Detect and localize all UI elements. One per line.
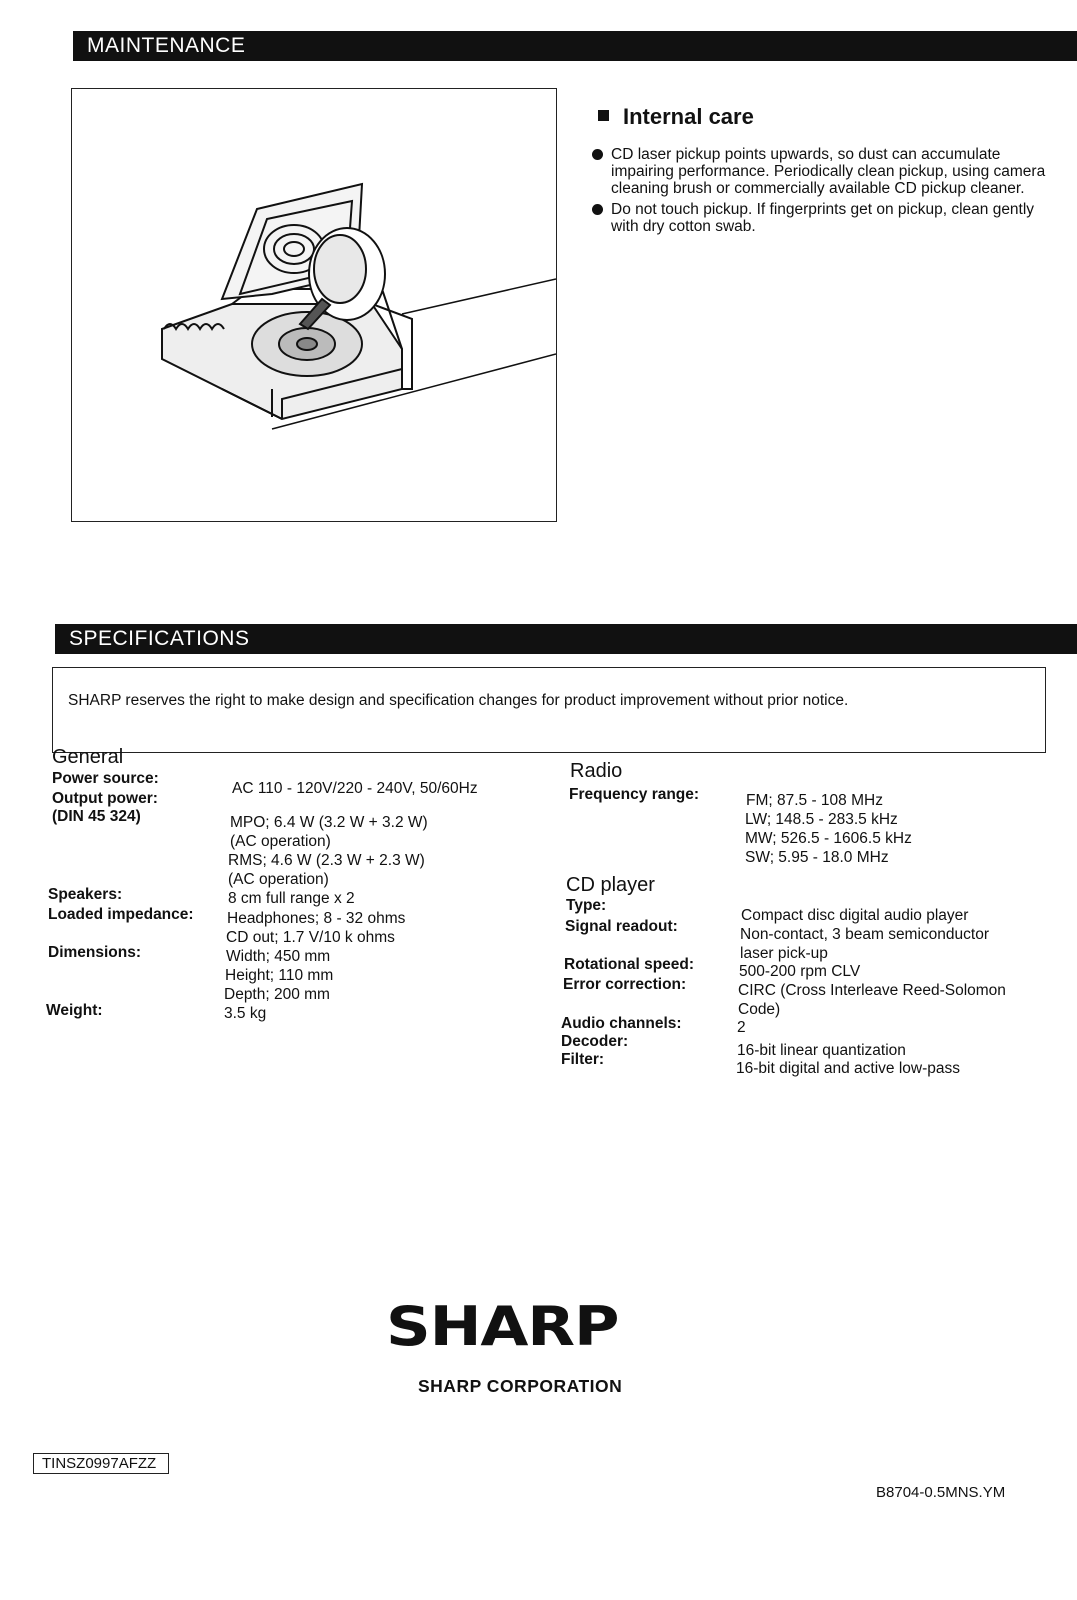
- internal-care-list: [592, 146, 1062, 239]
- value-filter: 16-bit digital and active low-pass: [736, 1060, 961, 1077]
- value-width: Width; 450 mm: [226, 948, 331, 965]
- cd-pickup-illustration: [71, 88, 557, 522]
- specifications-header: SPECIFICATIONS: [55, 624, 1077, 654]
- label-speakers: Speakers:: [48, 886, 123, 903]
- cd-pickup-cleaning-icon: [72, 89, 556, 521]
- value-type: Compact disc digital audio player: [741, 907, 969, 924]
- value-signal-1: Non-contact, 3 beam semiconductor: [740, 926, 989, 943]
- label-decoder: Decoder:: [561, 1033, 629, 1050]
- label-loaded-impedance: Loaded impedance:: [48, 906, 194, 923]
- value-lw: LW; 148.5 - 283.5 kHz: [745, 811, 898, 828]
- value-rms-note: (AC operation): [228, 871, 329, 888]
- list-item: Do not touch pickup. If fingerprints get on pickup, clean gently with dry cotton swab.: [592, 201, 1062, 235]
- label-signal-readout: Signal readout:: [565, 918, 678, 935]
- bullet-icon: [592, 149, 603, 160]
- value-speakers: 8 cm full range x 2: [228, 890, 355, 907]
- value-error-2: Code): [738, 1001, 781, 1018]
- list-item: CD laser pickup points upwards, so dust can accumulate impairing performance. Periodically clean pickup, using camera cleaning brush or commercially available CD pickup cleaner.: [592, 146, 1062, 197]
- value-mw: MW; 526.5 - 1606.5 kHz: [745, 830, 912, 847]
- corporation-name: SHARP CORPORATION: [418, 1376, 623, 1396]
- sharp-logo: SHARP: [386, 1295, 619, 1358]
- label-rotational-speed: Rotational speed:: [564, 956, 695, 973]
- value-weight: 3.5 kg: [224, 1005, 267, 1022]
- label-audio-channels: Audio channels:: [561, 1015, 682, 1032]
- value-speed: 500-200 rpm CLV: [739, 963, 861, 980]
- value-error-1: CIRC (Cross Interleave Reed-Solomon: [738, 982, 1006, 999]
- label-output-power: Output power:: [52, 790, 158, 807]
- value-channels: 2: [737, 1019, 746, 1036]
- value-mpo-note: (AC operation): [230, 833, 331, 850]
- value-signal-2: laser pick-up: [740, 945, 828, 962]
- label-din: (DIN 45 324): [52, 808, 141, 825]
- notice-box: [52, 667, 1046, 753]
- maintenance-header: MAINTENANCE: [73, 31, 1077, 61]
- notice-text: SHARP reserves the right to make design and specification changes for product improvement without prior notice.: [68, 692, 849, 709]
- internal-care-title: Internal care: [598, 104, 754, 130]
- label-power-source: Power source:: [52, 770, 159, 787]
- label-weight: Weight:: [46, 1002, 103, 1019]
- value-headphones: Headphones; 8 - 32 ohms: [227, 910, 406, 927]
- value-mpo: MPO; 6.4 W (3.2 W + 3.2 W): [230, 814, 428, 831]
- label-filter: Filter:: [561, 1051, 605, 1068]
- radio-title: Radio: [570, 760, 623, 782]
- value-rms: RMS; 4.6 W (2.3 W + 2.3 W): [228, 852, 425, 869]
- value-power: AC 110 - 120V/220 - 240V, 50/60Hz: [232, 780, 478, 797]
- part-code-box: TINSZ0997AFZZ: [33, 1453, 169, 1474]
- general-title: General: [52, 746, 124, 768]
- label-error-correction: Error correction:: [563, 976, 687, 993]
- label-type: Type:: [566, 897, 607, 914]
- value-depth: Depth; 200 mm: [224, 986, 330, 1003]
- cd-player-title: CD player: [566, 874, 655, 896]
- value-height: Height; 110 mm: [225, 967, 334, 984]
- bullet-icon: [592, 204, 603, 215]
- value-sw: SW; 5.95 - 18.0 MHz: [745, 849, 889, 866]
- square-bullet-icon: [598, 110, 609, 121]
- label-frequency-range: Frequency range:: [569, 786, 700, 803]
- value-fm: FM; 87.5 - 108 MHz: [746, 792, 883, 809]
- print-code: B8704-0.5MNS.YM: [876, 1484, 1006, 1501]
- value-cd-out: CD out; 1.7 V/10 k ohms: [226, 929, 395, 946]
- value-decoder: 16-bit linear quantization: [737, 1042, 906, 1059]
- label-dimensions: Dimensions:: [48, 944, 142, 961]
